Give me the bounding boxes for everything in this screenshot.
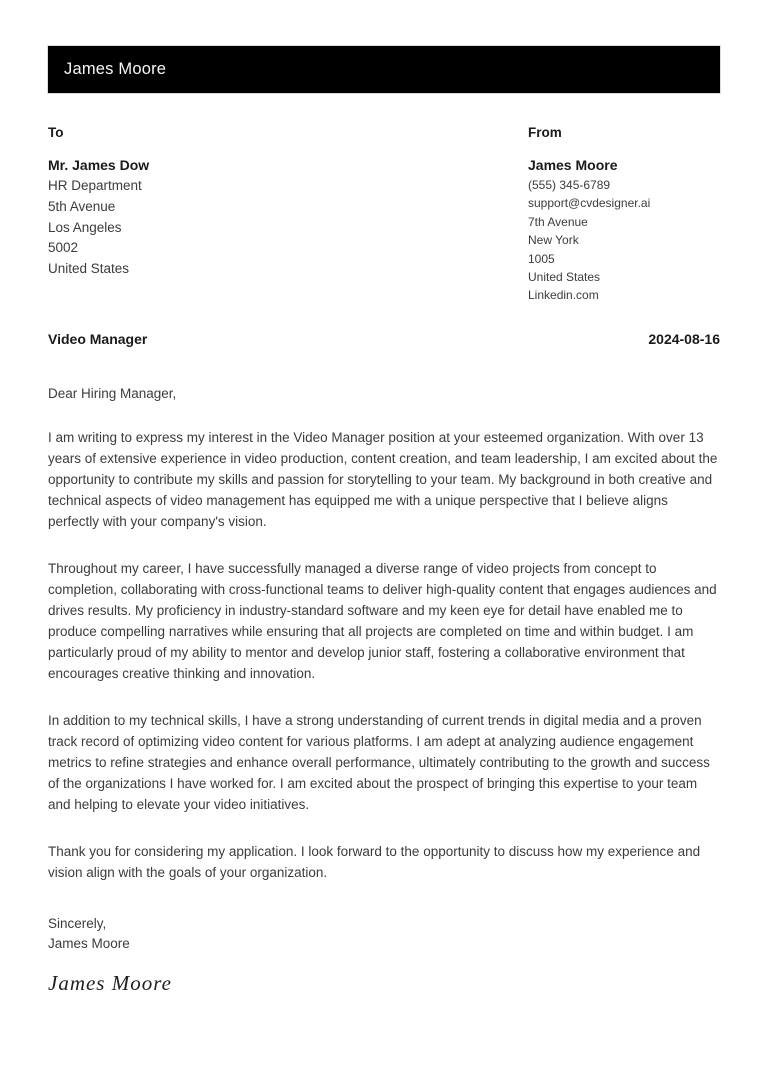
paragraph: Thank you for considering my application. I look forward to the opportunity to discuss how my experience and vision align with the goals of your organization. [48, 843, 701, 880]
sender-line: United States [528, 270, 601, 285]
letter-body [48, 383, 720, 996]
closing-salutation: Sincerely, [48, 915, 107, 931]
recipient-line: United States [48, 261, 130, 277]
sender-line: 7th Avenue [528, 214, 588, 229]
sender-block [528, 125, 720, 305]
subject-row [48, 331, 720, 347]
sender-name: James Moore [528, 157, 618, 173]
sender-line: 1005 [528, 251, 555, 266]
sender-line: New York [528, 233, 579, 248]
sender-phone: (555) 345-6789 [528, 178, 611, 192]
recipient-line: 5002 [48, 240, 79, 256]
recipient-line: Los Angeles [48, 219, 122, 235]
signature: James Moore [48, 970, 172, 995]
job-title: Video Manager [48, 330, 148, 347]
sender-linkedin: Linkedin.com [528, 288, 599, 303]
recipient-block [48, 125, 528, 305]
closing-name: James Moore [48, 935, 130, 951]
sender-label: From [528, 125, 562, 140]
recipient-line: 5th Avenue [48, 198, 116, 214]
greeting: Dear Hiring Manager, [48, 385, 177, 401]
recipient-name: Mr. James Dow [48, 157, 150, 173]
letter-date: 2024-08-16 [648, 330, 720, 347]
recipient-line: HR Department [48, 178, 142, 193]
closing-block [48, 914, 720, 954]
header-bar [48, 46, 720, 93]
header-name: James Moore [64, 60, 167, 78]
paragraph: Throughout my career, I have successfully managed a diverse range of video projects from concept to completion, collaborating with cross-functional teams to deliver high-quality content that engages audiences and drives results. My proficiency in industry-standard software and my keen eye for detail have enabled me to produce compelling narratives while ensuring that all projects are completed on time and within budget. I am particularly proud of my ability to mentor and develop junior staff, fostering a collaborative environment that encourages creative thinking and innovation. [48, 560, 717, 681]
paragraph: I am writing to express my interest in the Video Manager position at your esteemed organization. With over 13 years of extensive experience in video production, content creation, and team leadership, I am excited about the opportunity to contribute my skills and passion for storytelling to your team. My background in both creative and technical aspects of video management has equipped me with a unique perspective that I believe aligns perfectly with your company's vision. [48, 429, 718, 529]
address-columns [48, 125, 720, 305]
paragraph: In addition to my technical skills, I have a strong understanding of current trends in digital media and a proven track record of optimizing video content for various platforms. I am adept at analyzing audience engagement metrics to refine strategies and enhance overall performance, ultimately contributing to the growth and success of the organizations I have worked for. I am excited about the prospect of bringing this expertise to your team and helping to elevate your video initiatives. [48, 712, 710, 812]
recipient-label: To [48, 125, 64, 140]
sender-email: support@cvdesigner.ai [528, 196, 651, 211]
